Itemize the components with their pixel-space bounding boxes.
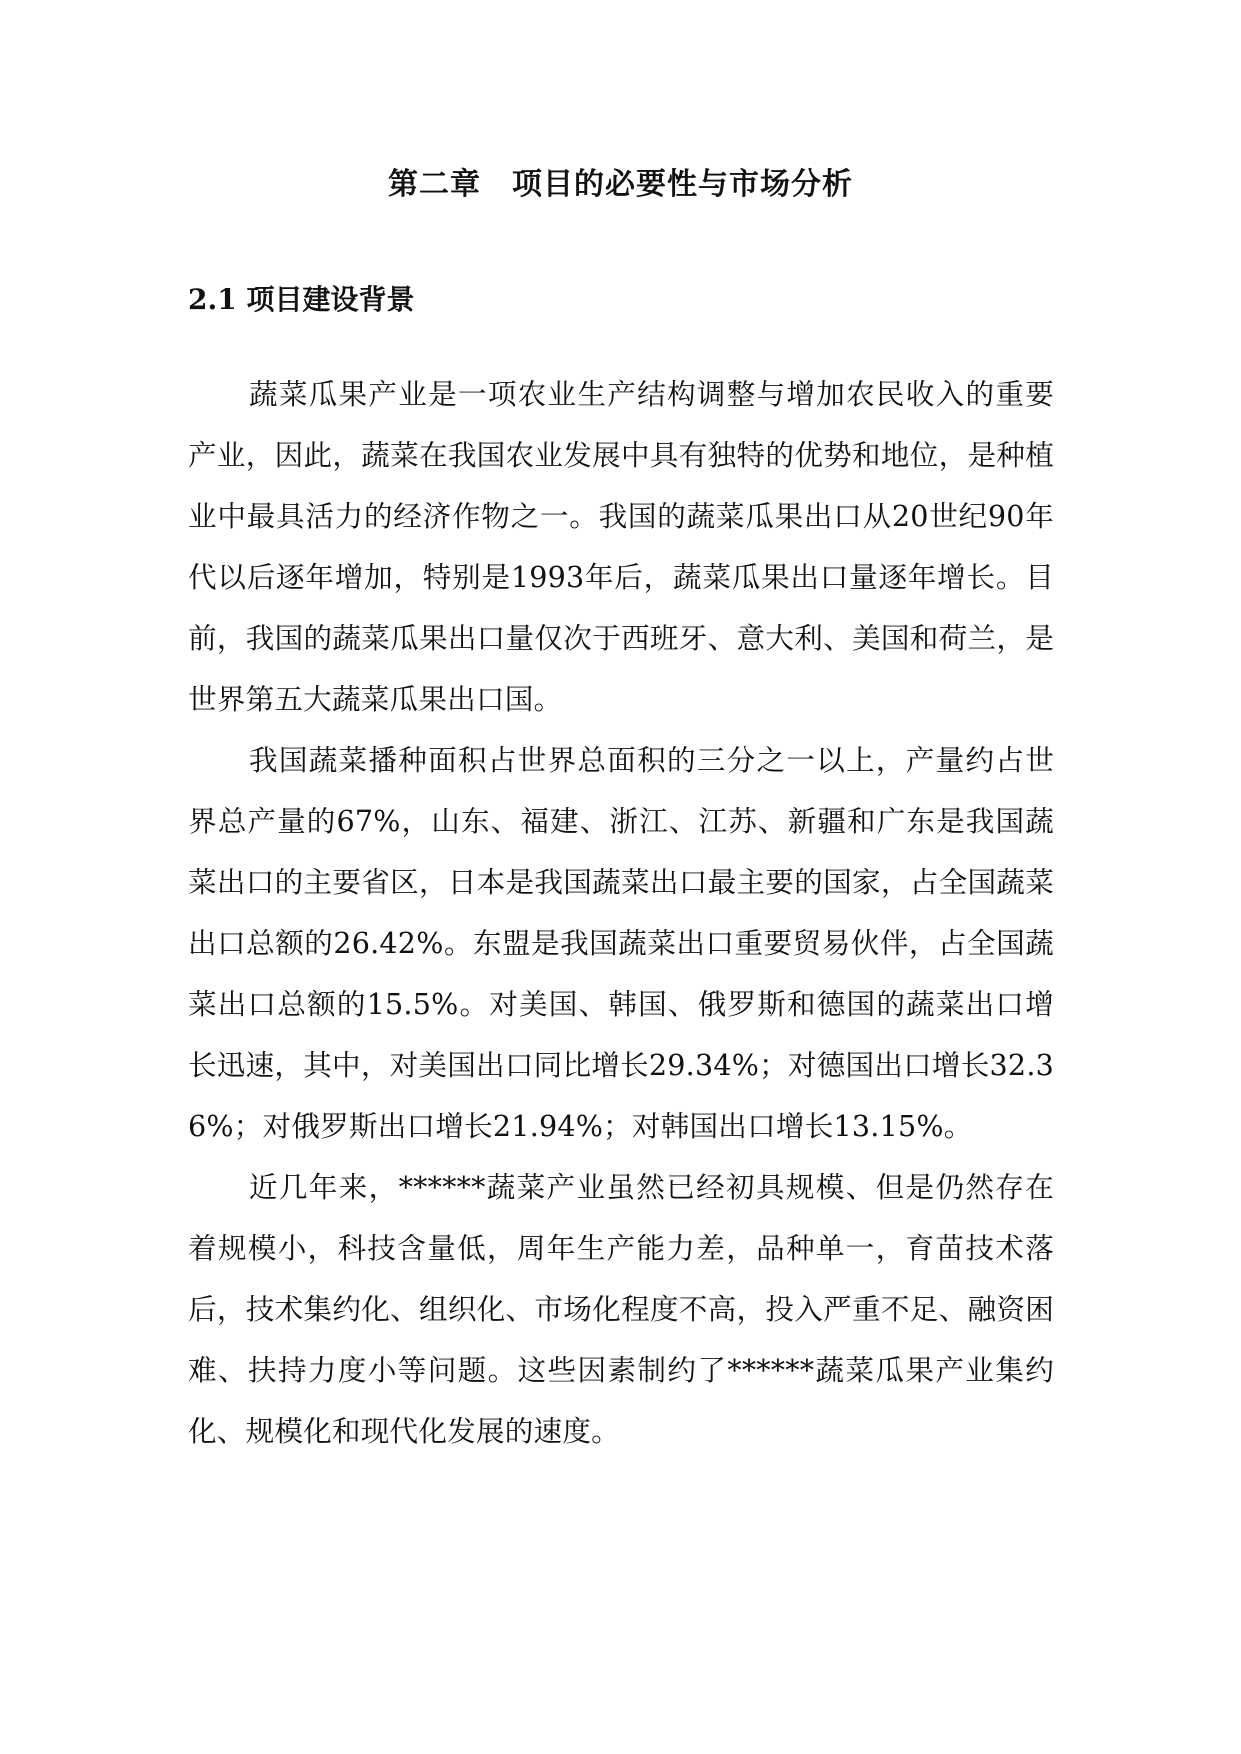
body-text — [188, 364, 1054, 1462]
section-heading: 2.1 项目建设背景 — [188, 283, 415, 316]
paragraph-export-background: 蔬菜瓜果产业是一项农业生产结构调整与增加农民收入的重要产业，因此，蔬菜在我国农业发展中具有独特的优势和地位，是种植业中最具活力的经济作物之一。我国的蔬菜瓜果出口从20世纪90年代以后逐年增加，特别是1993年后，蔬菜瓜果出口量逐年增长。目前，我国的蔬菜瓜果出口量仅次于西班牙、意大利、美国和荷兰，是世界第五大蔬菜瓜果出口国。 — [188, 377, 1054, 716]
paragraph-export-statistics: 我国蔬菜播种面积占世界总面积的三分之一以上，产量约占世界总产量的67%，山东、福建、浙江、江苏、新疆和广东是我国蔬菜出口的主要省区，日本是我国蔬菜出口最主要的国家，占全国蔬菜出口总额的26.42%。东盟是我国蔬菜出口重要贸易伙伴，占全国蔬菜出口总额的15.5%。对美国、韩国、俄罗斯和德国的蔬菜出口增长迅速，其中，对美国出口同比增长29.34%；对德国出口增长32.36%；对俄罗斯出口增长21.94%；对韩国出口增长13.15%。 — [188, 743, 1054, 1143]
chapter-title: 第二章 项目的必要性与市场分析 — [388, 167, 853, 202]
paragraph-industry-problems: 近几年来，******蔬菜产业虽然已经初具规模、但是仍然存在着规模小，科技含量低，周年生产能力差，品种单一，育苗技术落后，技术集约化、组织化、市场化程度不高，投入严重不足、融资困难、扶持力度小等问题。这些因素制约了******蔬菜瓜果产业集约化、规模化和现代化发展的速度。 — [188, 1170, 1054, 1448]
